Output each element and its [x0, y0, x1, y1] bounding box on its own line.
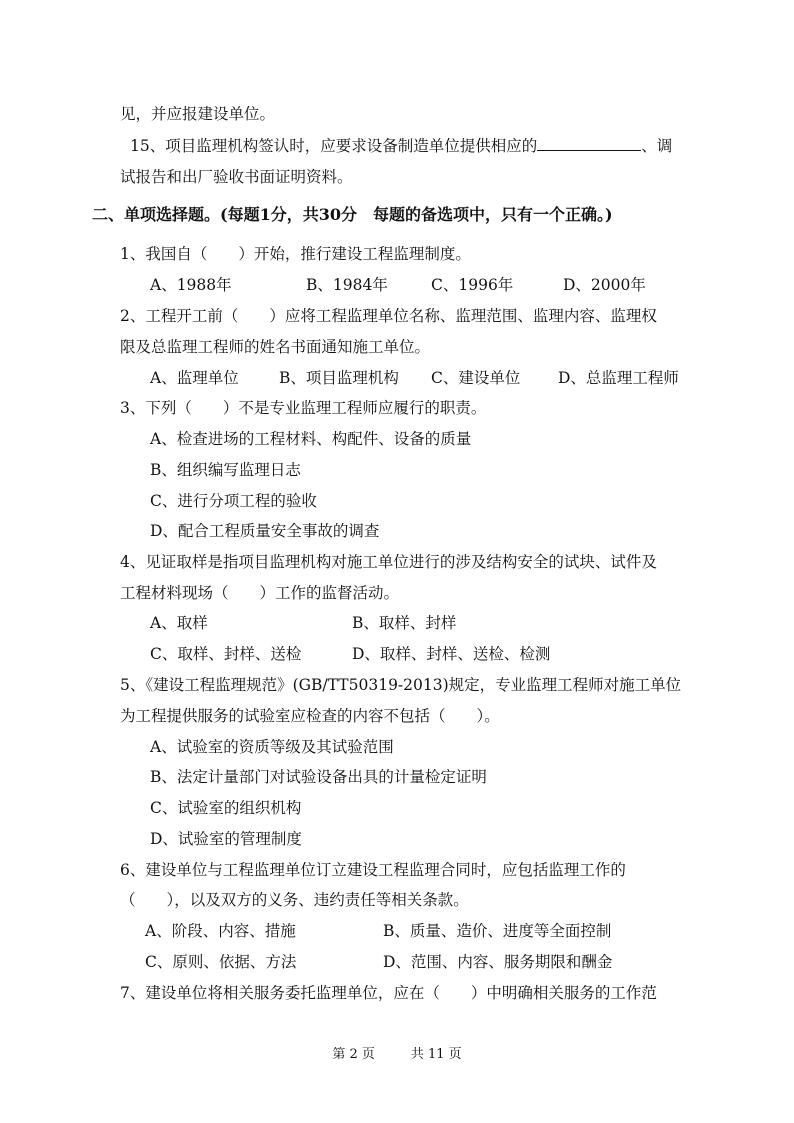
question-4-option-c: C、取样、封样、送检 [150, 645, 302, 663]
question-6-option-b: B、质量、造价、进度等全面控制 [383, 922, 612, 940]
question-15-text-pre: 15、项目监理机构签认时，应要求设备制造单位提供相应的 [130, 137, 538, 155]
question-4-option-b: B、取样、封样 [352, 614, 457, 632]
question-5-option-c: C、试验室的组织机构 [150, 799, 302, 817]
question-3-option-a: A、检查进场的工程材料、构配件、设备的质量 [150, 430, 472, 448]
question-2-stem-line-1: 2、工程开工前（ ）应将工程监理单位名称、监理范围、监理内容、监理权 [120, 307, 657, 325]
question-2-option-d: D、总监理工程师 [558, 369, 679, 387]
question-2-option-c: C、建设单位 [431, 369, 521, 387]
question-5-option-b: B、法定计量部门对试验设备出具的计量检定证明 [150, 768, 487, 786]
page-total: 共 11 页 [410, 1047, 462, 1062]
question-6-option-a: A、阶段、内容、措施 [145, 922, 296, 940]
question-2-option-a: A、监理单位 [150, 369, 239, 387]
question-3-option-b: B、组织编写监理日志 [150, 461, 301, 479]
section-2-heading: 二、单项选择题。(每题1分，共30分 每题的备选项中，只有一个正确。) [92, 205, 613, 224]
question-4-stem-line-1: 4、见证取样是指项目监理机构对施工单位进行的涉及结构安全的试块、试件及 [120, 553, 657, 571]
question-3-option-d: D、配合工程质量安全事故的调查 [150, 522, 380, 540]
question-1-option-b: B、1984年 [306, 276, 388, 294]
answer-blank [537, 136, 641, 151]
question-3-option-c: C、进行分项工程的验收 [150, 492, 317, 510]
question-2-option-b: B、项目监理机构 [279, 369, 399, 387]
question-15-line-2: 试报告和出厂验收书面证明资料。 [120, 168, 353, 186]
question-4-option-d: D、取样、封样、送检、检测 [352, 645, 551, 663]
question-4-option-a: A、取样 [150, 614, 208, 632]
question-1-option-a: A、1988年 [150, 276, 232, 294]
question-6-stem-line-2: （ ），以及双方的义务、违约责任等相关条款。 [120, 891, 469, 909]
page-number: 第 2 页 [332, 1047, 375, 1062]
question-6-option-d: D、范围、内容、服务期限和酬金 [383, 953, 613, 971]
question-5-option-d: D、试验室的管理制度 [150, 830, 302, 848]
question-4-stem-line-2: 工程材料现场（ ）工作的监督活动。 [120, 584, 400, 602]
question-5-stem-line-2: 为工程提供服务的试验室应检查的内容不包括（ ）。 [120, 707, 500, 725]
question-7-stem-line-1: 7、建设单位将相关服务委托监理单位，应在（ ）中明确相关服务的工作范 [120, 984, 657, 1002]
question-15-text-post: 、调 [641, 137, 673, 155]
question-1-option-d: D、2000年 [563, 276, 646, 294]
question-5-stem-line-1: 5、《建设工程监理规范》(GB/TT50319-2013)规定，专业监理工程师对施工单位 [120, 676, 682, 694]
question-1-option-c: C、1996年 [431, 276, 514, 294]
question-5-option-a: A、试验室的资质等级及其试验范围 [150, 738, 394, 756]
question-2-stem-line-2: 限及总监理工程师的姓名书面通知施工单位。 [120, 338, 431, 356]
intro-line-1: 见，并应报建设单位。 [120, 105, 276, 123]
page-footer [0, 1043, 794, 1062]
question-6-option-c: C、原则、依据、方法 [145, 953, 297, 971]
question-3-stem: 3、下列（ ）不是专业监理工程师应履行的职责。 [120, 399, 487, 417]
question-1-stem: 1、我国自（ ）开始，推行建设工程监理制度。 [120, 245, 471, 263]
question-15-line-1 [130, 136, 672, 156]
question-6-stem-line-1: 6、建设单位与工程监理单位订立建设工程监理合同时，应包括监理工作的 [120, 861, 626, 879]
